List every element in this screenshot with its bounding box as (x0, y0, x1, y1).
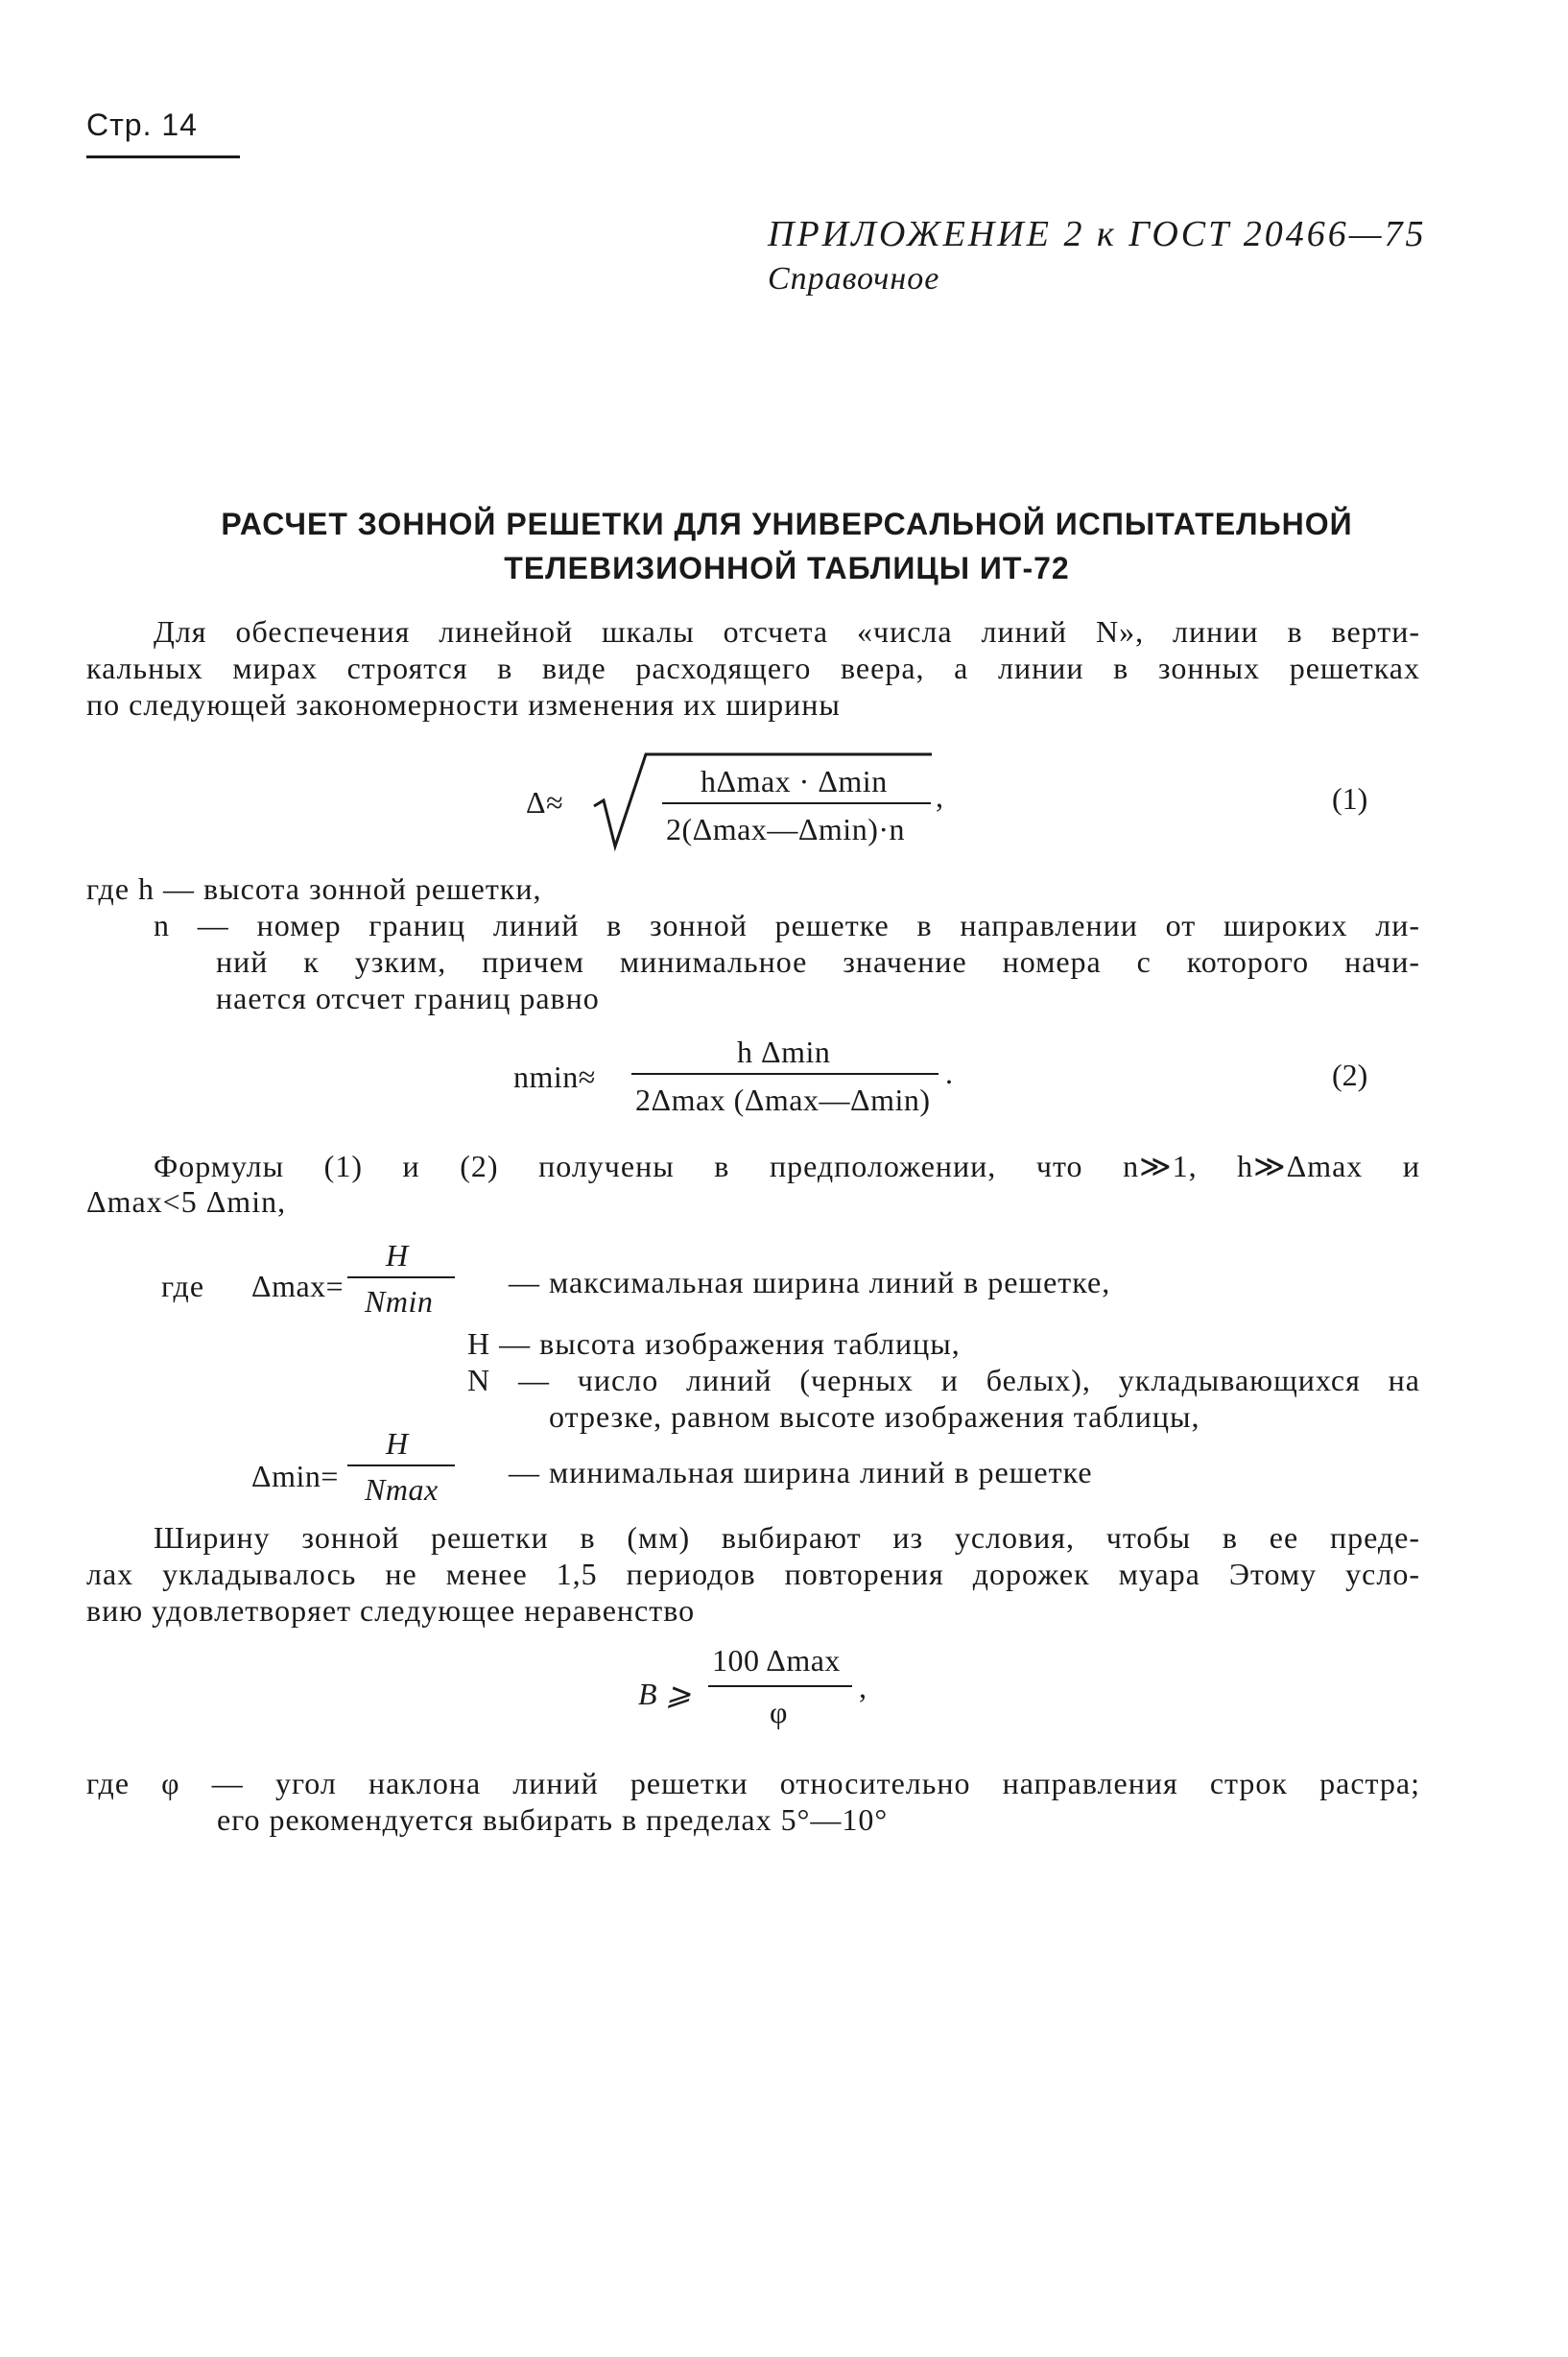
where-label: где (161, 1269, 205, 1303)
assumptions-line-1: Формулы (1) и (2) получены в предположении, что n≫1, h≫Δmax и (154, 1149, 1420, 1183)
formula-3-fraction-bar (708, 1685, 852, 1687)
formula-1-numerator: hΔmax · Δmin (701, 764, 888, 798)
document-title-line-1: РАСЧЕТ ЗОННОЙ РЕШЕТКИ ДЛЯ УНИВЕРСАЛЬНОЙ ИСПЫТАТЕЛЬНОЙ (221, 507, 1353, 541)
definition-n-line-2: ний к узким, причем минимальное значение номера с которого начи- (216, 944, 1420, 979)
dmin-description: — минимальная ширина линий в решетке (509, 1455, 1093, 1489)
definition-h: где h — высота зонной решетки, (86, 871, 542, 906)
dmax-denominator: Nmin (365, 1284, 434, 1319)
formula-1-denominator: 2(Δmax—Δmin)·n (666, 812, 905, 846)
formula-3-comma: , (859, 1670, 867, 1704)
appendix-title: ПРИЛОЖЕНИЕ 2 к ГОСТ 20466—75 (768, 214, 1427, 254)
dmin-lhs: Δmin= (251, 1459, 339, 1493)
definition-phi-line-2: его рекомендуется выбирать в пределах 5°—10° (217, 1802, 889, 1837)
formula-1-comma: , (936, 779, 944, 814)
formula-2-fraction-bar (631, 1073, 938, 1075)
width-paragraph-line-1: Ширину зонной решетки в (мм) выбирают из условия, чтобы в ее преде- (154, 1520, 1420, 1555)
equation-number-2: (2) (1332, 1058, 1368, 1092)
formula-2-period: . (945, 1056, 954, 1090)
formula-2-lhs: nmin≈ (513, 1059, 596, 1094)
intro-line-3: по следующей закономерности изменения их ширины (86, 687, 841, 722)
dmax-lhs: Δmax= (251, 1269, 344, 1303)
formula-3-denominator: φ (770, 1695, 788, 1729)
width-paragraph-line-3: вию удовлетворяет следующее неравенство (86, 1593, 696, 1628)
page-number-underline (86, 155, 240, 158)
formula-2-denominator: 2Δmax (Δmax—Δmin) (635, 1083, 931, 1117)
definition-phi-line-1: где φ — угол наклона линий решетки относительно направления строк растра; (86, 1766, 1420, 1800)
assumptions-line-2: Δmax<5 Δmin, (86, 1184, 287, 1219)
appendix-subtitle: Справочное (768, 261, 940, 297)
intro-line-1: Для обеспечения линейной шкалы отсчета «числа линий N», линии в верти- (154, 614, 1420, 649)
formula-2-numerator: h Δmin (737, 1035, 831, 1069)
dmin-denominator: Nmax (365, 1472, 439, 1507)
document-title-line-2: ТЕЛЕВИЗИОННОЙ ТАБЛИЦЫ ИТ-72 (504, 551, 1070, 585)
formula-1-fraction-bar (662, 802, 931, 804)
definition-n-line-1: n — номер границ линий в зонной решетке в направлении от широких ли- (154, 908, 1420, 942)
dmin-numerator: H (386, 1426, 409, 1461)
formula-1-lhs: Δ≈ (526, 785, 564, 820)
equation-number-1: (1) (1332, 781, 1368, 816)
formula-3-numerator: 100 Δmax (712, 1643, 841, 1678)
dmax-description: — максимальная ширина линий в решетке, (509, 1265, 1111, 1299)
dmax-numerator: H (386, 1238, 409, 1273)
H-definition: H — высота изображения таблицы, (467, 1326, 961, 1361)
intro-line-2: кальных мирах строятся в виде расходящего веера, а линии в зонных решетках (86, 651, 1420, 685)
dmax-fraction-bar (347, 1276, 455, 1278)
dmin-fraction-bar (347, 1464, 455, 1466)
formula-3-lhs: B ⩾ (638, 1677, 692, 1711)
N-definition-line-2: отрезке, равном высоте изображения таблицы, (549, 1399, 1200, 1434)
width-paragraph-line-2: лах укладывалось не менее 1,5 периодов повторения дорожек муара Этому усло- (86, 1557, 1420, 1591)
N-definition-line-1: N — число линий (черных и белых), укладывающихся на (467, 1363, 1420, 1397)
definition-n-line-3: нается отсчет границ равно (216, 981, 600, 1015)
page-number: Стр. 14 (86, 107, 198, 142)
